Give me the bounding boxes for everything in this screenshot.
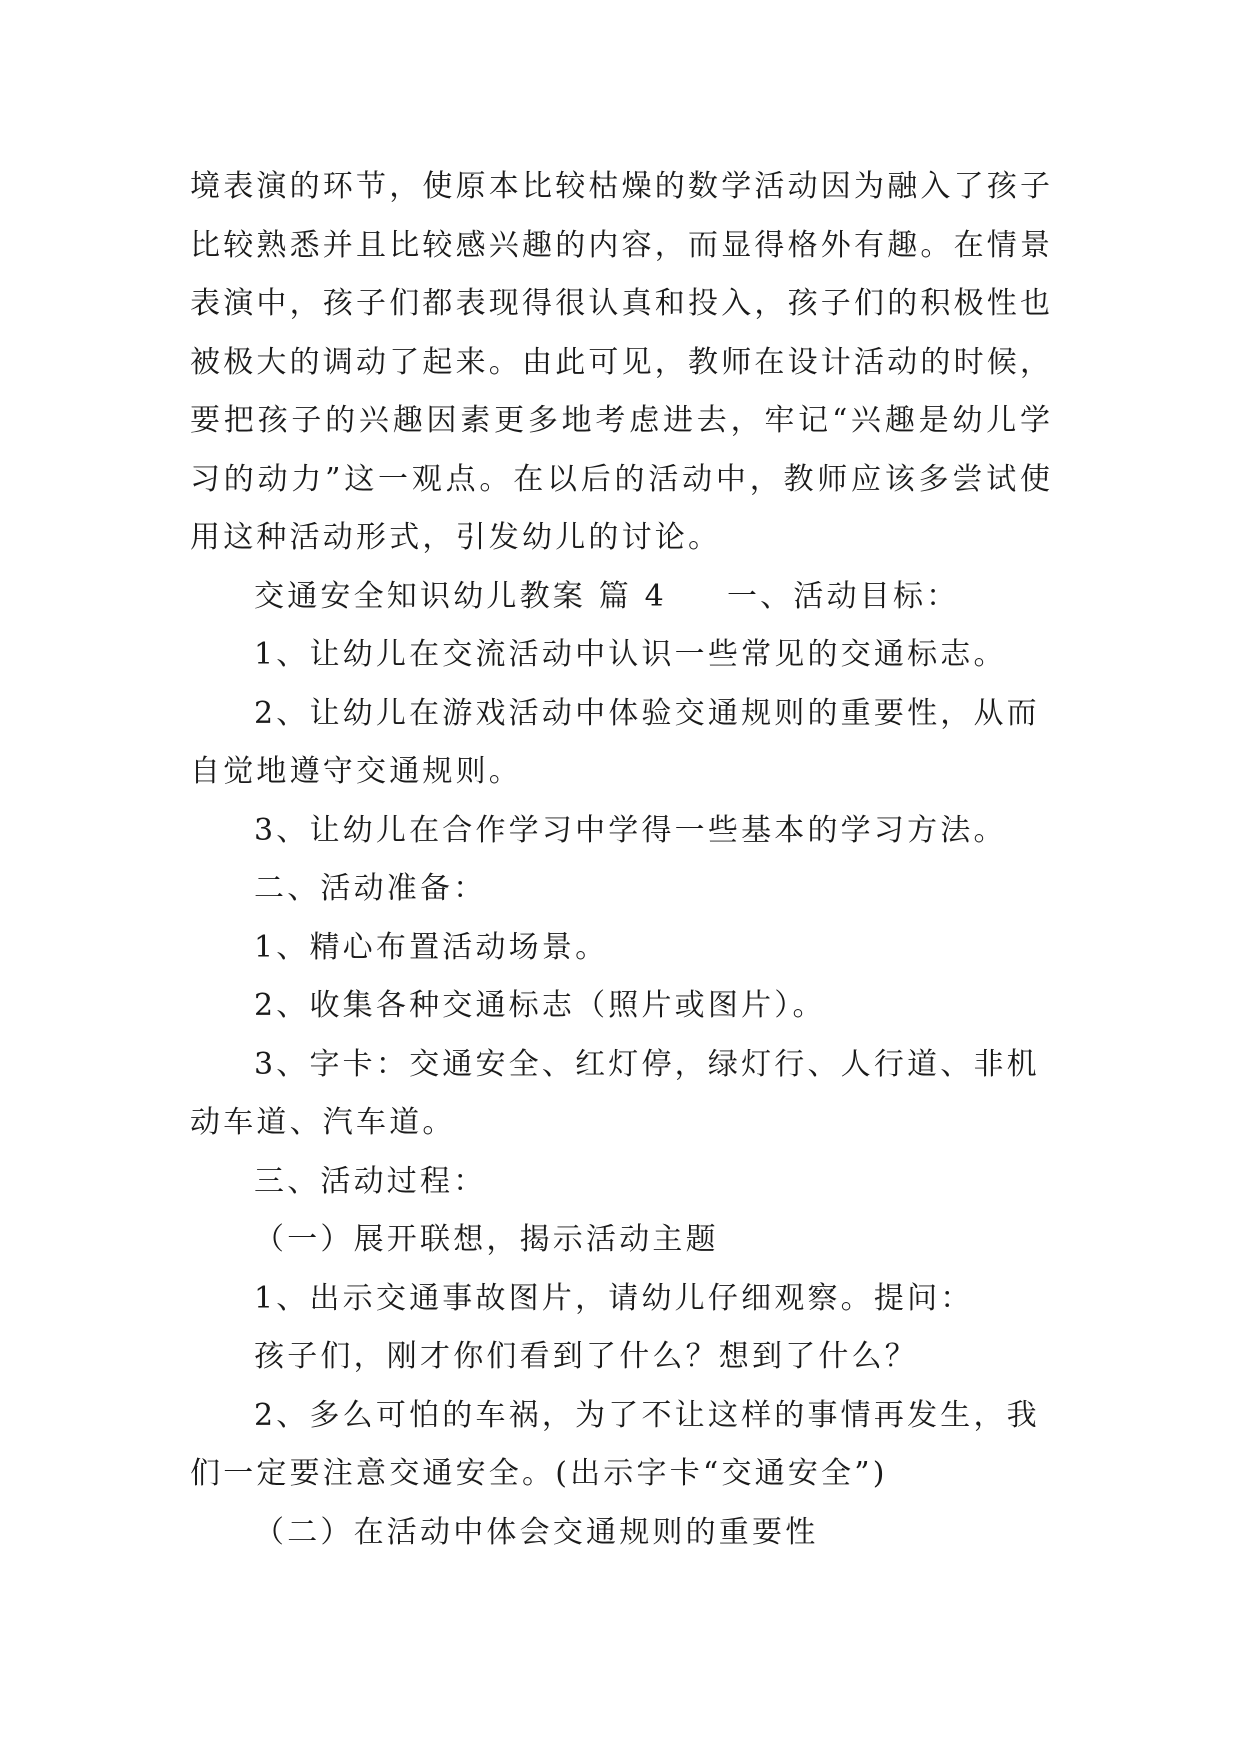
step2-heading: （二）在活动中体会交通规则的重要性 — [254, 1514, 819, 1550]
step1-item-2-line-1: 2、多么可怕的车祸，为了不让这样的事情再发生，我 — [254, 1397, 1040, 1433]
step1-item-1: 1、出示交通事故图片，请幼儿仔细观察。提问： — [254, 1280, 974, 1316]
text-line-2: 比较熟悉并且比较感兴趣的内容，而显得格外有趣。在情景 — [190, 227, 1050, 263]
section-title: 交通安全知识幼儿教案 篇 4 — [254, 578, 667, 614]
section-heading — [190, 568, 1050, 627]
step1-item-2-line-2: 们一定要注意交通安全。(出示字卡“交通安全”) — [190, 1456, 888, 1491]
text-line-3: 表演中，孩子们都表现得很认真和投入，孩子们的积极性也 — [190, 286, 1050, 321]
goals-heading: 一、活动目标： — [726, 578, 960, 614]
prep-item-3-line-1: 3、字卡：交通安全、红灯停，绿灯行、人行道、非机 — [254, 1046, 1040, 1082]
document-body — [190, 158, 1050, 1562]
prep-item-2: 2、收集各种交通标志（照片或图片）。 — [254, 988, 826, 1023]
text-line-5: 要把孩子的兴趣因素更多地考虑进去，牢记“兴趣是幼儿学 — [190, 403, 1050, 438]
prep-heading: 二、活动准备： — [254, 871, 487, 906]
text-line-7: 用这种活动形式，引发幼儿的讨论。 — [190, 520, 722, 555]
text-line-1: 境表演的环节，使原本比较枯燥的数学活动因为融入了孩子 — [190, 169, 1050, 204]
prep-item-1: 1、精心布置活动场景。 — [254, 929, 609, 965]
step1-question: 孩子们，刚才你们看到了什么？想到了什么？ — [254, 1339, 918, 1374]
goal-item-2-line-1: 2、让幼儿在游戏活动中体验交通规则的重要性，从而 — [254, 695, 1040, 731]
goal-item-2-line-2: 自觉地遵守交通规则。 — [190, 754, 522, 789]
text-line-4: 被极大的调动了起来。由此可见，教师在设计活动的时候， — [190, 344, 1050, 380]
goal-item-3: 3、让幼儿在合作学习中学得一些基本的学习方法。 — [254, 812, 1007, 848]
text-line-6: 习的动力”这一观点。在以后的活动中，教师应该多尝试使 — [190, 461, 1050, 497]
prep-item-3-line-2: 动车道、汽车道。 — [190, 1105, 456, 1140]
process-heading: 三、活动过程： — [254, 1163, 487, 1199]
step1-heading: （一）展开联想，揭示活动主题 — [254, 1222, 719, 1257]
goal-item-1: 1、让幼儿在交流活动中认识一些常见的交通标志。 — [254, 637, 1007, 672]
